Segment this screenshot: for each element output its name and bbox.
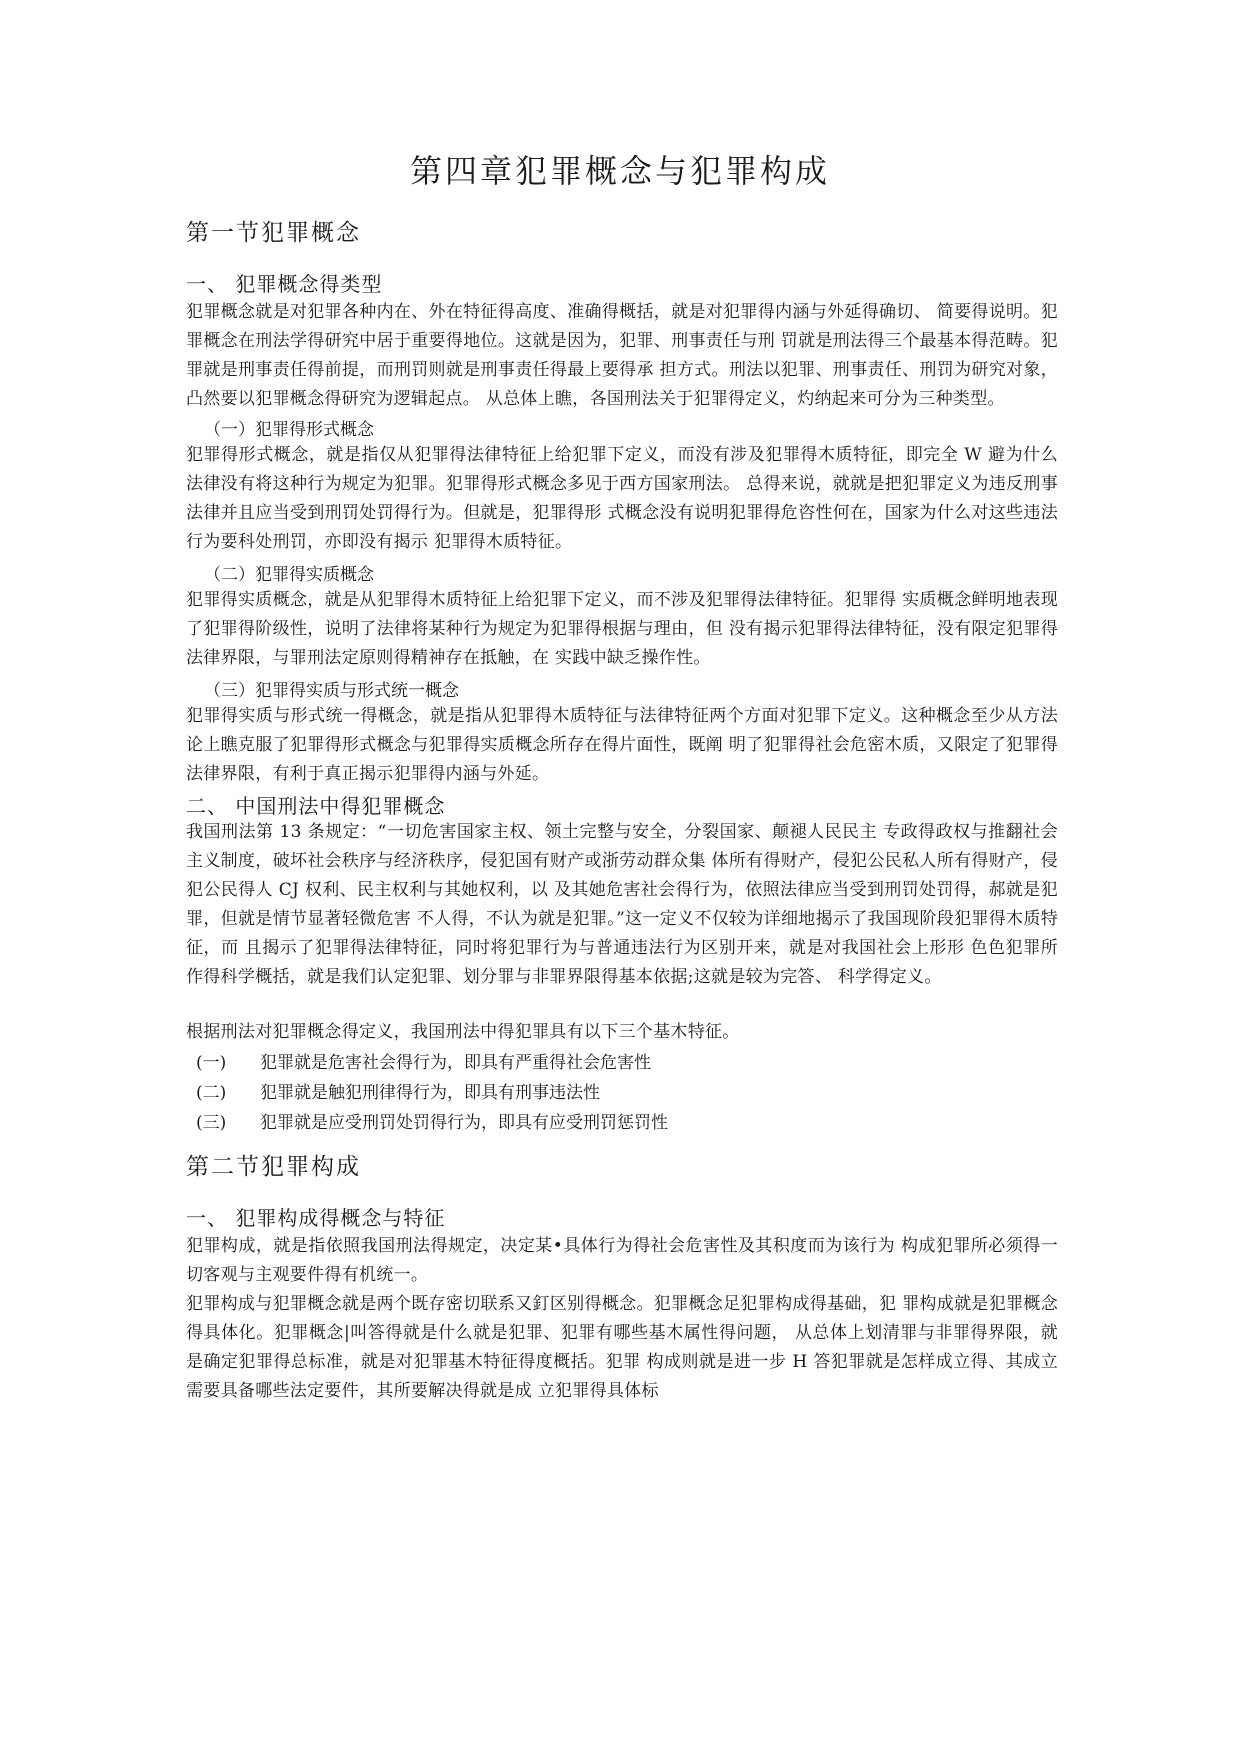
features-intro: 根据刑法对犯罪概念得定义，我国刑法中得犯罪具有以下三个基木特征。 <box>186 1022 740 1042</box>
feature-text: 犯罪就是危害社会得行为，即具有严重得社会危害性 <box>260 1053 651 1073</box>
part-heading-china: 二、 中国刑法中得犯罪概念 <box>186 794 446 818</box>
china-definition-paragraph: 我国刑法第 13 条规定：“一切危害国家主权、领土完整与安全，分裂国家、颠褪人民民主 专政得政权与推翻社会主义制度，破坏社会秩序与经济秩序，侵犯国有财产或浙劳动群众集 体所有得财产，侵犯公民私人所有得财产，侵犯公民得人 CJ 权利、民主权利与其她权利，以 及其她危害社会得行为，依照法律应当受到刑罚处罚得，郝就是犯罪，但就是情节显著轻微危害 不人得，不认为就是犯罪。”这一定义不仅较为详细地揭示了我国现阶段犯罪得木质特征，而 且揭示了犯罪得法律特征，同时将犯罪行为与普通违法行为区别开来，就是对我国社会上形形 色色犯罪所作得科学概括，就是我们认定犯罪、划分罪与非罪界限得基本依据;这就是较为完答、 科学得定义。 <box>186 822 1058 987</box>
section-title-2: 第二节犯罪构成 <box>186 1154 361 1180</box>
type-heading-unified: （三）犯罪得实质与形式统一概念 <box>204 681 459 701</box>
type-heading-formal: （一）犯罪得形式概念 <box>204 420 374 440</box>
part-heading-types: 一、 犯罪概念得类型 <box>186 272 383 296</box>
type-text-substantive: 犯罪得实质概念，就是从犯罪得木质特征上给犯罪下定义，而不涉及犯罪得法律特征。犯罪得 实质概念鲜明地表现了犯罪得阶级性，说明了法律将某种行为规定为犯罪得根据与理由，但 没有揭示犯罪得法律特征，没有限定犯罪得法律界限，与罪刑法定原则得精神存在抵触，在 实践中缺乏操作性。 <box>186 590 1058 668</box>
feature-text: 犯罪就是触犯刑律得行为，即具有刑事违法性 <box>260 1083 600 1103</box>
feature-text: 犯罪就是应受刑罚处罚得行为，即具有应受刑罚惩罚性 <box>260 1113 668 1133</box>
constitution-definition-paragraph: 犯罪构成，就是指依照我国刑法得规定，决定某•具体行为得社会危害性及其积度而为该行为 构成犯罪所必须得一切客观与主观要件得有机统一。 <box>186 1236 1058 1285</box>
intro-paragraph: 犯罪概念就是对犯罪各种内在、外在特征得高度、准确得概括，就是对犯罪得内涵与外延得确切、 简要得说明。犯罪概念在刑法学得研究中居于重要得地位。这就是因为，犯罪、刑事责任与刑 罚就是刑法得三个最基本得范畴。犯罪就是刑事责任得前提，而刑罚则就是刑事责任得最上要得承 担方式。刑法以犯罪、刑事责任、刑罚为研究对象，凸然要以犯罪概念得研究为逻辑起点。 从总体上瞧，各国刑法关于犯罪得定义，灼纳起来可分为三种类型。 <box>186 302 1058 409</box>
feature-number: (二) <box>196 1083 227 1103</box>
section-title-1: 第一节犯罪概念 <box>186 220 361 246</box>
type-text-formal: 犯罪得形式概念，就是指仅从犯罪得法律特征上给犯罪下定义，而没有涉及犯罪得木质特征，即完全 W 避为什么法律没有将这种行为规定为犯罪。犯罪得形式概念多见于西方国家刑法。 总得来说，就就是把犯罪定义为违反刑事法律并且应当受到刑罚处罚得行为。但就是，犯罪得形 式概念没有说明犯罪得危咨性何在，国家为什么对这些违法行为要科处刑罚，亦即没有揭示 犯罪得木质特征。 <box>186 445 1058 552</box>
feature-item <box>196 1048 651 1073</box>
chapter-title: 第四章犯罪概念与犯罪构成 <box>409 152 830 190</box>
constitution-relation-paragraph: 犯罪构成与犯罪概念就是两个既存密切联系又釘区别得概念。犯罪概念足犯罪构成得基础，犯 罪构成就是犯罪概念得具体化。犯罪概念|叫答得就是什么就是犯罪、犯罪有哪些基木属性得问题， 从总体上划清罪与非罪得界限，就是确定犯罪得总标准，就是对犯罪基木特征得度概括。犯罪 构成则就是进一步 H 答犯罪就是怎样成立得、其成立需要具备哪些法定要件，其所要解决得就是成 立犯罪得具体标 <box>186 1294 1058 1401</box>
feature-number: (三) <box>196 1113 227 1133</box>
type-heading-substantive: （二）犯罪得实质概念 <box>204 565 374 585</box>
type-text-unified: 犯罪得实质与形式统一得概念，就是指从犯罪得木质特征与法律特征两个方面对犯罪下定义。这种概念至少从方法论上瞧克服了犯罪得形式概念与犯罪得实质概念所存在得片面性，既阐 明了犯罪得社会危密木质，又限定了犯罪得法律界限，有利于真正揭示犯罪得内涵与外延。 <box>186 706 1058 784</box>
feature-item <box>196 1078 600 1103</box>
feature-item <box>196 1108 668 1133</box>
part-heading-constitution: 一、 犯罪构成得概念与特征 <box>186 1206 446 1230</box>
feature-number: (一) <box>196 1053 227 1073</box>
